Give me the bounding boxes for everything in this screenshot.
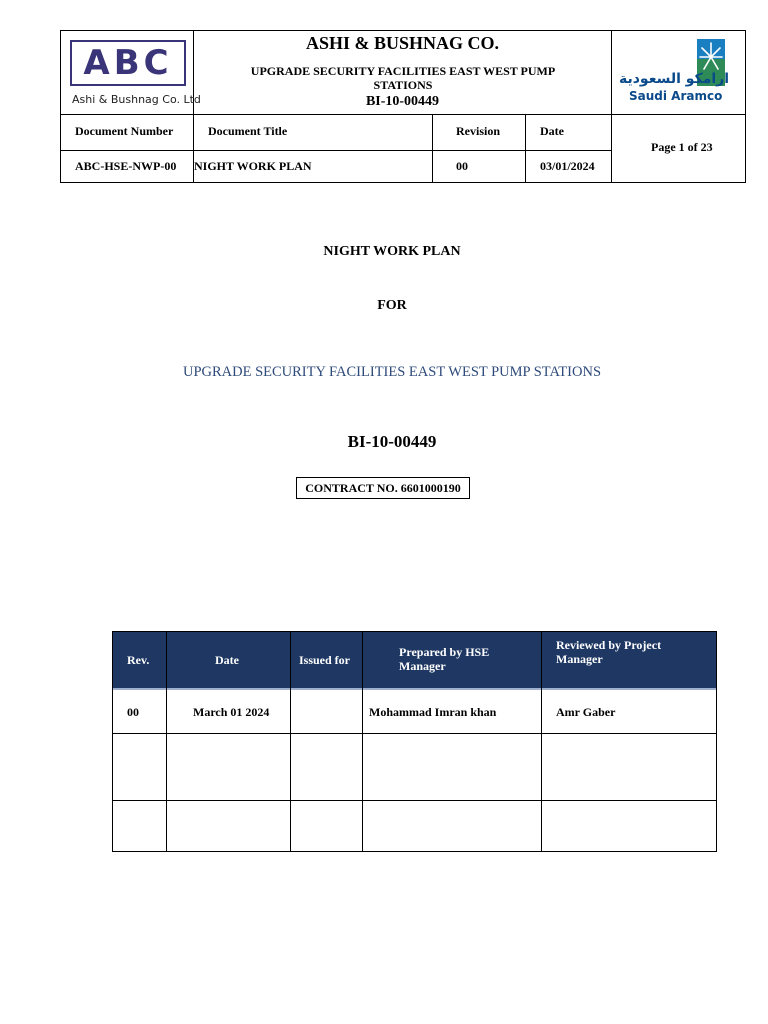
cover-bi-code: BI-10-00449 (347, 432, 437, 451)
table-cell: March 01 2024 (193, 705, 270, 719)
project-name: UPGRADE SECURITY FACILITIES EAST WEST PUMP STATIONS (250, 64, 556, 92)
revision-table (112, 631, 717, 852)
header-underline (113, 688, 716, 690)
col-header-date: Date (215, 653, 239, 667)
date-label: Date (540, 124, 564, 138)
revision-value: 00 (456, 159, 468, 173)
header-divider (525, 114, 526, 182)
date-value: 03/01/2024 (540, 159, 595, 173)
page-number: Page 1 of 23 (651, 140, 713, 154)
aramco-latin-name: Saudi Aramco (629, 89, 723, 103)
col-header-prepared-by: Prepared by HSE Manager (399, 645, 490, 673)
column-divider (541, 632, 542, 851)
cover-for: FOR (377, 298, 407, 313)
header-divider (61, 150, 611, 151)
col-header-issued-for: Issued for (299, 653, 351, 667)
doc-number-label: Document Number (75, 124, 174, 138)
cover-project: UPGRADE SECURITY FACILITIES EAST WEST PUMP STATIONS (182, 364, 602, 380)
contract-number: CONTRACT NO. 6601000190 (296, 477, 470, 499)
row-divider (113, 733, 716, 734)
col-header-rev: Rev. (127, 653, 150, 667)
doc-title-label: Document Title (208, 124, 288, 138)
column-divider (166, 632, 167, 851)
revision-label: Revision (456, 124, 501, 138)
document-header (60, 30, 746, 183)
col-header-reviewed-by: Reviewed by Project Manager (556, 638, 662, 666)
doc-title-value: NIGHT WORK PLAN (194, 159, 312, 173)
table-cell: Mohammad Imran khan (369, 705, 497, 719)
abc-logo-caption: Ashi & Bushnag Co. Ltd (72, 93, 201, 106)
header-divider (61, 114, 745, 115)
column-divider (362, 632, 363, 851)
header-divider (432, 114, 433, 182)
abc-logo-text: ABC (83, 43, 173, 83)
table-cell: Amr Gaber (556, 705, 616, 719)
bi-code: BI-10-00449 (365, 94, 440, 109)
column-divider (290, 632, 291, 851)
aramco-arabic-name: ارامكو السعودية (619, 71, 730, 87)
row-divider (113, 800, 716, 801)
cover-title: NIGHT WORK PLAN (323, 244, 461, 259)
company-name: ASHI & BUSHNAG CO. (305, 33, 500, 53)
doc-number-value: ABC-HSE-NWP-00 (75, 159, 177, 173)
table-cell: 00 (127, 705, 139, 719)
abc-logo (70, 40, 186, 86)
